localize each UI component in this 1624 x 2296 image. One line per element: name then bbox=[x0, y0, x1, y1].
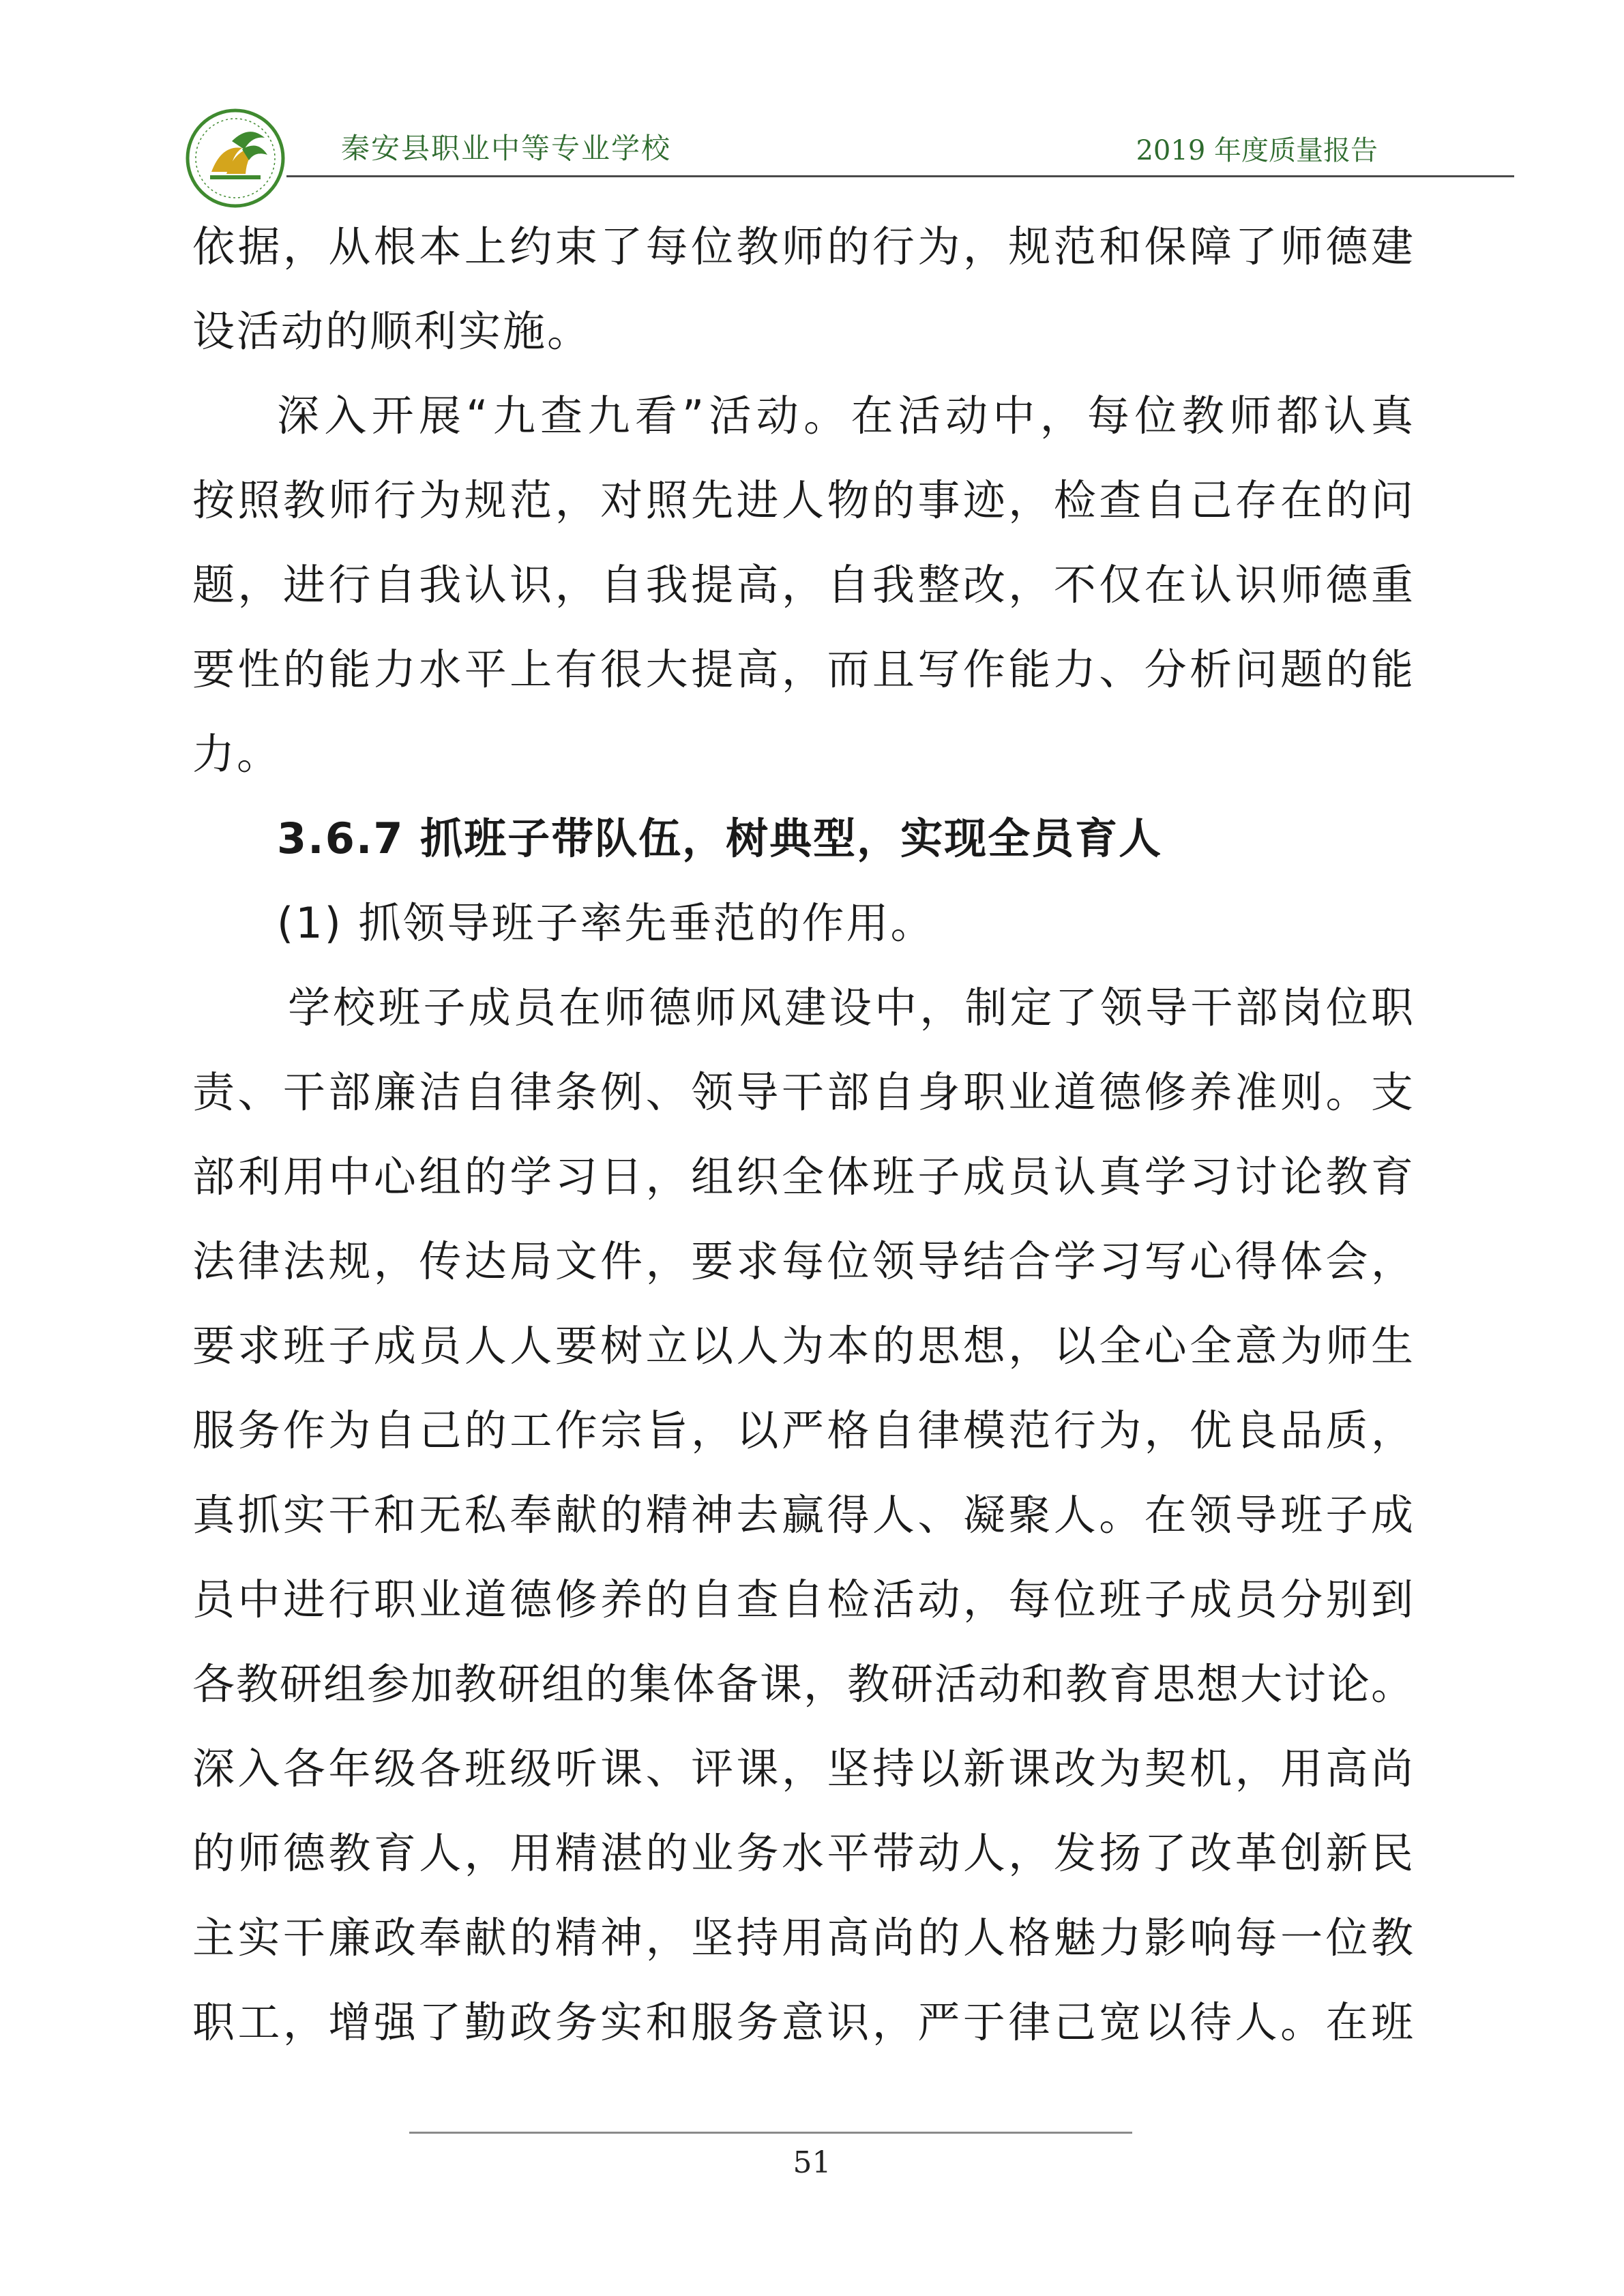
section-heading: 3.6.7 抓班子带队伍，树典型，实现全员育人 bbox=[277, 814, 1163, 863]
paragraph-line: 力。 bbox=[192, 729, 282, 779]
paragraph-line: 要性的能力水平上有很大提高，而且写作能力、分析问题的能 bbox=[192, 644, 1413, 694]
footer-divider bbox=[409, 2132, 1132, 2134]
paragraph-line: 按照教师行为规范，对照先进人物的事迹，检查自己存在的问 bbox=[192, 475, 1413, 525]
paragraph-line: 学校班子成员在师德师风建设中，制定了领导干部岗位职 bbox=[288, 983, 1413, 1032]
paragraph-line: 法律法规，传达局文件，要求每位领导结合学习写心得体会， bbox=[192, 1236, 1413, 1286]
paragraph-line: 各教研组参加教研组的集体备课，教研活动和教育思想大讨论。 bbox=[192, 1659, 1413, 1709]
body-text bbox=[192, 205, 1413, 2065]
header-divider bbox=[286, 175, 1514, 177]
paragraph-line: 服务作为自己的工作宗旨，以严格自律模范行为，优良品质， bbox=[192, 1405, 1413, 1455]
paragraph-line: 员中进行职业道德修养的自查自检活动，每位班子成员分别到 bbox=[192, 1575, 1413, 1624]
school-emblem-icon bbox=[184, 107, 286, 209]
paragraph-line: 部利用中心组的学习日，组织全体班子成员认真学习讨论教育 bbox=[192, 1152, 1413, 1202]
paragraph-line: 的师德教育人，用精湛的业务水平带动人，发扬了改革创新民 bbox=[192, 1828, 1413, 1878]
page-header bbox=[184, 99, 1439, 181]
paragraph-line: 职工，增强了勤政务实和服务意识，严于律己宽以待人。在班 bbox=[192, 1997, 1413, 2047]
report-title: 2019 年度质量报告 bbox=[1136, 135, 1378, 166]
paragraph-line: 真抓实干和无私奉献的精神去赢得人、凝聚人。在领导班子成 bbox=[192, 1490, 1413, 1540]
paragraph-line: 深入开展“九查九看”活动。在活动中，每位教师都认真 bbox=[277, 391, 1413, 441]
paragraph-line: 题，进行自我认识，自我提高，自我整改，不仅在认识师德重 bbox=[192, 560, 1413, 610]
subsection-heading: (1) 抓领导班子率先垂范的作用。 bbox=[277, 898, 935, 948]
paragraph-line: 设活动的顺利实施。 bbox=[192, 306, 592, 356]
paragraph-line: 责、干部廉洁自律条例、领导干部自身职业道德修养准则。支 bbox=[192, 1067, 1413, 1117]
paragraph-line: 深入各年级各班级听课、评课，坚持以新课改为契机，用高尚 bbox=[192, 1744, 1413, 1793]
paragraph-line: 主实干廉政奉献的精神，坚持用高尚的人格魅力影响每一位教 bbox=[192, 1913, 1413, 1963]
school-name: 秦安县职业中等专业学校 bbox=[341, 132, 672, 165]
page-number: 51 bbox=[793, 2145, 831, 2180]
paragraph-line: 依据，从根本上约束了每位教师的行为，规范和保障了师德建 bbox=[192, 222, 1413, 271]
paragraph-line: 要求班子成员人人要树立以人为本的思想，以全心全意为师生 bbox=[192, 1321, 1413, 1371]
